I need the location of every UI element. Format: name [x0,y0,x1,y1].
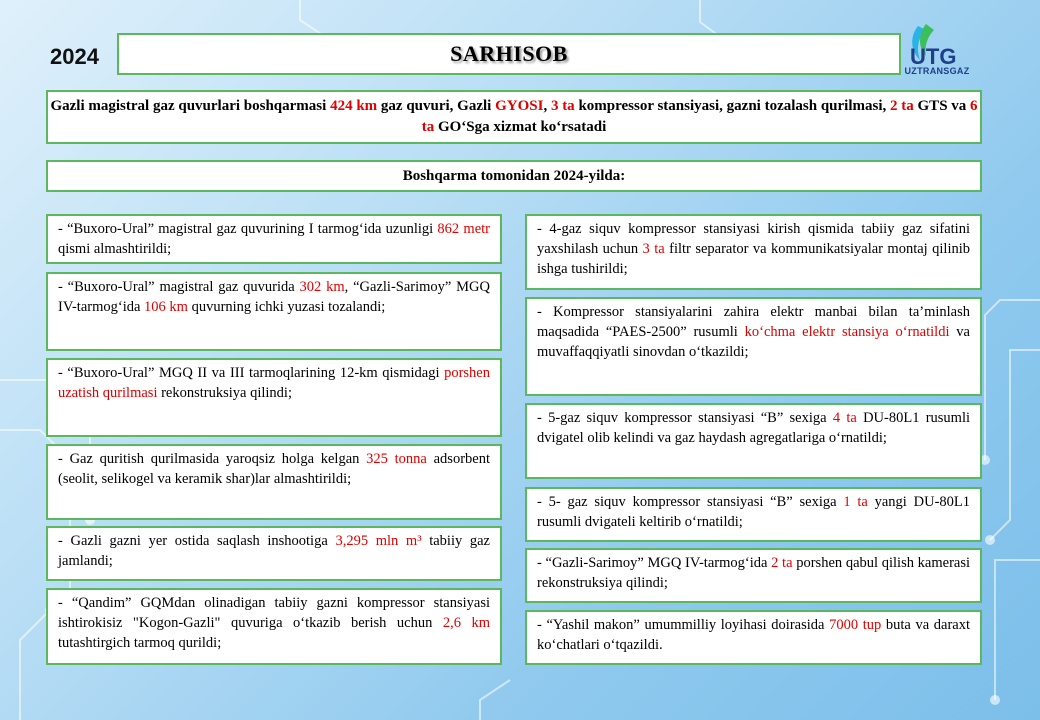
left-item-6 [46,588,502,665]
item-text: - 4-gaz siquv kompressor stansiyasi kirish qismida tabiiy gaz sifatini yaxshilash uchun [537,221,970,257]
item-text: tutashtirgich tarmoq qurildi; [58,635,222,651]
item-highlight: 2 ta [771,555,793,571]
subtitle: Boshqarma tomonidan 2024-yilda: [46,160,982,192]
item-highlight: 862 metr [437,221,490,237]
right-item-3 [525,403,982,479]
item-text: - 5- gaz siquv kompressor stansiyasi “B” sexiga [537,494,844,510]
item-text: DU-80L1 rusumli dvigatel olib kelindi va gaz haydash agregatlariga o‘rnatildi; [537,410,970,446]
item-highlight: 302 km [299,279,345,295]
right-item-5 [525,548,982,603]
left-item-4 [46,444,502,520]
year-label: 2024 [50,44,99,69]
intro-box [46,90,982,144]
logo-caption: UZTRANSGAZ [904,66,970,76]
item-text: , “Gazli-Sarimoy” MGQ IV-tarmog‘ida [58,279,491,315]
item-highlight: 7000 tup [829,617,882,633]
item-text: - “Qandim” GQMdan olinadigan tabiiy gazni kompressor stansiyasi ishtirokisiz "Kogon-Gazli" quvuriga o‘tkazib berish uchun [58,595,490,631]
intro-text: GO‘Sga xizmat ko‘rsatadi [434,119,607,135]
left-item-1 [46,214,502,264]
intro-highlight: 2 ta [890,98,914,114]
item-text: tabiiy gaz jamlandi; [58,533,490,569]
item-text: adsorbent (seolit, selikogel va keramik shar)lar almashtirildi; [58,451,490,487]
item-text: buta va daraxt ko‘chatlari o‘tqazildi. [537,617,970,653]
intro-highlight: 424 km [330,98,378,114]
item-text: - 5-gaz siquv kompressor stansiyasi “B” sexiga [537,410,833,426]
item-highlight: porshen uzatish qurilmasi [58,365,490,401]
item-text: quvurning ichki yuzasi tozalandi; [187,299,386,315]
item-text: porshen qabul qilish kamerasi rekonstruksiya qilindi; [537,555,971,591]
item-highlight: 325 tonna [366,451,427,467]
intro-text: , [543,98,551,114]
right-item-1 [525,214,982,290]
intro-highlight: GYOSI [495,98,544,114]
item-text: filtr separator va kommunikatsiyalar montaj qilinib ishga tushirildi; [537,241,970,277]
item-text: - “Yashil makon” umummilliy loyihasi doirasida [537,617,830,633]
item-highlight: 4 ta [832,410,857,426]
right-item-6 [525,610,982,665]
left-item-3 [46,358,502,437]
item-text: rekonstruksiya qilindi; [157,385,292,401]
left-item-5 [46,526,502,581]
item-text: - “Gazli-Sarimoy” MGQ IV-tarmog‘ida [537,555,772,571]
left-item-2 [46,272,502,351]
item-text: - “Buxoro-Ural” MGQ II va III tarmoqlarining 12-km qismidagi [58,365,445,381]
right-item-4 [525,487,982,542]
intro-text: gaz quvuri, Gazli [377,98,496,114]
item-text: qismi almashtirildi; [58,241,172,257]
item-text: - “Buxoro-Ural” magistral gaz quvurining I tarmog‘ida uzunligi [58,221,438,237]
item-text: - “Buxoro-Ural” magistral gaz quvurida [58,279,300,295]
intro-highlight: 3 ta [550,98,575,114]
page-title: SARHISOB [117,33,901,75]
item-text: - Gazli gazni yer ostida saqlash inshootiga [58,533,336,549]
item-text: va muvaffaqqiyatli sinovdan o‘tkazildi; [537,324,970,360]
item-highlight: 106 km [144,299,188,315]
logo-letters: UTG [910,44,957,69]
right-item-2 [525,297,982,396]
intro-highlight: 6 ta [421,98,978,135]
intro-text: GTS va [913,98,971,114]
item-highlight: 3,295 mln m³ [335,533,422,549]
item-text: - Kompressor stansiyalarini zahira elektr manbai bilan ta’minlash maqsadida “PAES-2500” rusumli [537,304,970,340]
item-text: yangi DU-80L1 rusumli dvigateli keltirib o‘rnatildi; [537,494,970,530]
intro-text: kompressor stansiyasi, gazni tozalash qurilmasi, [574,98,891,114]
item-highlight: 2,6 km [442,615,491,631]
intro-text: Gazli magistral gaz quvurlari boshqarmasi [50,98,331,114]
item-highlight: 3 ta [642,241,665,257]
item-highlight: ko‘chma elektr stansiya o‘rnatildi [744,324,950,340]
item-highlight: 1 ta [843,494,868,510]
item-text: - Gaz quritish qurilmasida yaroqsiz holga kelgan [58,451,367,467]
